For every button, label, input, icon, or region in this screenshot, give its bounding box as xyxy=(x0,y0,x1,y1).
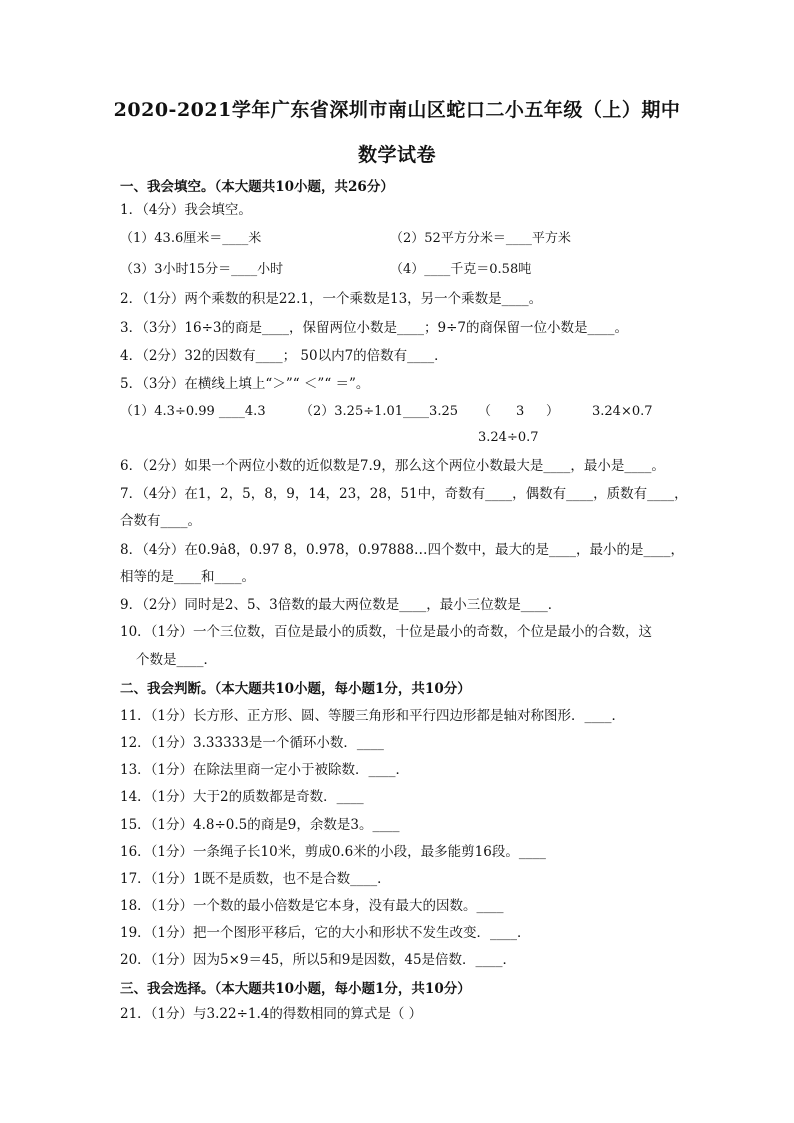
question-1-part-3: （3）3小时15分＝____小时 xyxy=(120,262,284,277)
question-5-part-3-open-paren: （ xyxy=(478,404,492,419)
section-heading-fill-blank: 一、我会填空。（本大题共10小题，共26分） xyxy=(120,179,394,195)
question-15: 15．（1分）4.8÷0.5的商是9，余数是3。____ xyxy=(120,817,400,833)
question-5: 5．（3分）在横线上填上“＞”“ ＜”“ ＝”。 xyxy=(120,376,370,392)
question-4: 4．（2分）32的因数有____； 50以内7的倍数有____． xyxy=(120,348,448,364)
exam-title-line1: 2020-2021学年广东省深圳市南山区蛇口二小五年级（上）期中 xyxy=(113,99,681,121)
question-7: 7．（4分）在1，2，5，8，9，14，23，28，51中，奇数有____，偶数有____，质数有____， xyxy=(120,486,688,502)
question-6: 6．（2分）如果一个两位小数的近似数是7.9，那么这个两位小数最大是____，最小是____。 xyxy=(120,458,665,474)
question-21: 21．（1分）与3.22÷1.4的得数相同的算式是（ ） xyxy=(120,1006,423,1022)
question-13: 13．（1分）在除法里商一定小于被除数．____． xyxy=(120,762,410,778)
question-7-continued: 合数有____。 xyxy=(120,513,201,529)
question-14: 14．（1分）大于2的质数都是奇数．____ xyxy=(120,789,364,805)
question-5-part-3-right: 3.24÷0.7 xyxy=(478,430,539,445)
question-9: 9．（2分）同时是2、5、3倍数的最大两位数是____，最小三位数是____． xyxy=(120,597,562,613)
question-5-part-3-label: 3 xyxy=(516,404,525,419)
question-19: 19．（1分）把一个图形平移后，它的大小和形状不发生改变．____． xyxy=(120,925,531,941)
question-1-part-2: （2）52平方分米＝____平方米 xyxy=(390,231,571,246)
question-16: 16．（1分）一条绳子长10米，剪成0.6米的小段，最多能剪16段。____ xyxy=(120,844,546,860)
exam-title-line2: 数学试卷 xyxy=(357,144,436,166)
question-11: 11．（1分）长方形、正方形、圆、等腰三角形和平行四边形都是轴对称图形．____． xyxy=(120,708,626,724)
question-5-part-1: （1）4.3÷0.99 ____4.3 xyxy=(120,404,266,419)
question-5-part-3-left: 3.24×0.7 xyxy=(592,404,653,419)
question-1-part-1: （1）43.6厘米＝____米 xyxy=(120,231,262,246)
question-1-part-4: （4）____千克＝0.58吨 xyxy=(390,262,532,277)
question-18: 18．（1分）一个数的最小倍数是它本身，没有最大的因数。____ xyxy=(120,898,504,914)
question-5-part-2: （2）3.25÷1.01____3.25 xyxy=(300,404,458,419)
question-5-part-3-close-paren: ） xyxy=(546,404,560,419)
question-17: 17．（1分）1既不是质数，也不是合数____． xyxy=(120,871,391,887)
question-10: 10．（1分）一个三位数，百位是最小的质数，十位是最小的奇数，个位是最小的合数，这 xyxy=(120,624,653,640)
question-2: 2．（1分）两个乘数的积是22.1，一个乘数是13，另一个乘数是____。 xyxy=(120,291,543,307)
question-1: 1．（4分）我会填空。 xyxy=(120,202,252,218)
question-8-continued: 相等的是____和____。 xyxy=(120,569,255,585)
question-20: 20．（1分）因为5×9＝45，所以5和9是因数，45是倍数．____． xyxy=(120,952,517,968)
question-3: 3．（3分）16÷3的商是____，保留两位小数是____；9÷7的商保留一位小数是____。 xyxy=(120,320,628,336)
question-8: 8．（4分）在0.9ȧ8̇，0.9̇7 8̇，0.978̇，0.97888…四个数中，最大的是____，最小的是____， xyxy=(120,542,684,558)
section-heading-multiple-choice: 三、我会选择。（本大题共10小题，每小题1分，共10分） xyxy=(120,981,471,997)
question-12: 12．（1分）3.33333是一个循环小数．____ xyxy=(120,735,384,751)
question-10-continued: 个数是____． xyxy=(136,652,217,668)
section-heading-true-false: 二、我会判断。（本大题共10小题，每小题1分，共10分） xyxy=(120,681,471,697)
